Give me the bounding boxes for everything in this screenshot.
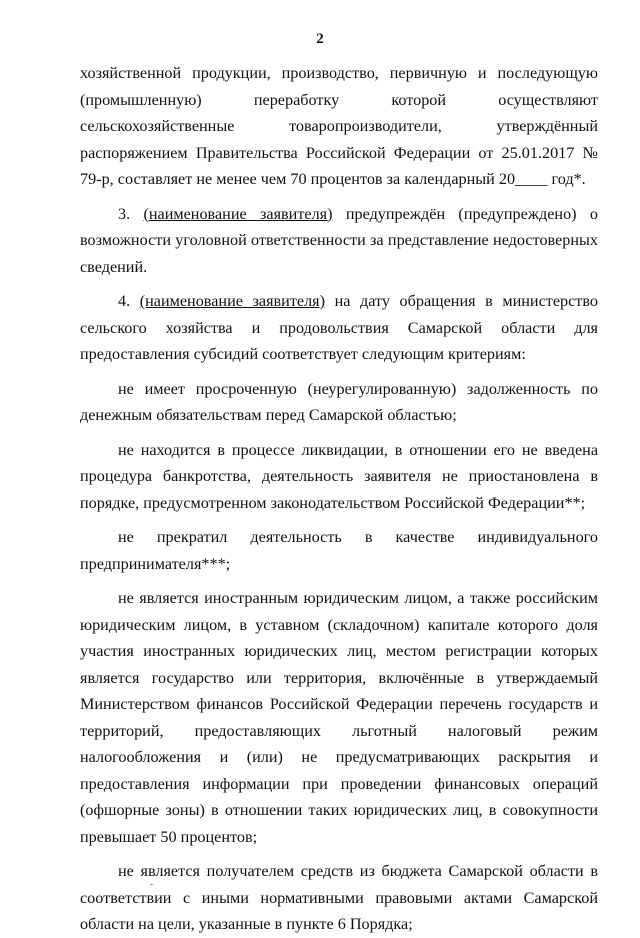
page-number: 2 — [316, 31, 324, 47]
applicant-name-placeholder: (наименование заявителя) — [139, 292, 326, 310]
item-number: 4. — [118, 292, 140, 310]
applicant-name-placeholder: (наименование заявителя) — [143, 204, 333, 223]
criterion-not-foreign-entity: не является иностранным юридическим лицом, а также российским юридическим лицом, в уставном (складочном) капитале которого доля участия иностранных юридических лиц, местом регистрации которых является государство или территория, включённые в утверждаемый Министерством финансов Российской Федерации перечень государств и территорий, предоставляющих льготный налоговый режим налогообложения и (или) не предусматривающих раскрытия и предоставления информации при проведении финансовых операций (офшорные зоны) в отношении таких юридических лиц, в совокупности превышает 50 процентов; — [80, 589, 598, 846]
paragraph-item-3 — [80, 201, 598, 281]
scan-speck — [150, 884, 153, 885]
paragraph-text: на дату обращения в министерство сельского хозяйства и продовольствия Самарской области для предоставления субсидий соответствует следующим критериям: — [80, 292, 599, 363]
paragraph-text: предупреждён (предупреждено) о возможности уголовной ответственности за представление недостоверных сведений. — [80, 204, 598, 276]
criterion-no-liquidation: не находится в процессе ликвидации, в отношении его не введена процедура банкротства, деятельность заявителя не приостановлена в порядке, предусмотренном законодательством Российской Федерации**; — [80, 440, 598, 512]
paragraph-item-4 — [80, 288, 598, 368]
criterion-entrepreneur-active: не прекратил деятельность в качестве индивидуального предпринимателя***; — [80, 528, 598, 573]
item-number: 3. — [118, 204, 144, 223]
document-body — [80, 60, 598, 938]
criterion-not-budget-recipient: не является получателем средств из бюджета Самарской области в соответствии с иными нормативными правовыми актами Самарской области на цели, указанные в пункте 6 Порядка; — [80, 862, 598, 933]
paragraph-continuation: хозяйственной продукции, производство, первичную и последующую (промышленную) переработку которой осуществляют сельскохозяйственные товаропроизводители, утверждённый распоряжением Правительства Российской Федерации от 25.01.2017 № 79-р, составляет не менее чем 70 процентов за календарный 20____ год*. — [80, 64, 598, 188]
criterion-no-debt: не имеет просроченную (неурегулированную) задолженность по денежным обязательствам перед Самарской областью; — [80, 379, 598, 424]
